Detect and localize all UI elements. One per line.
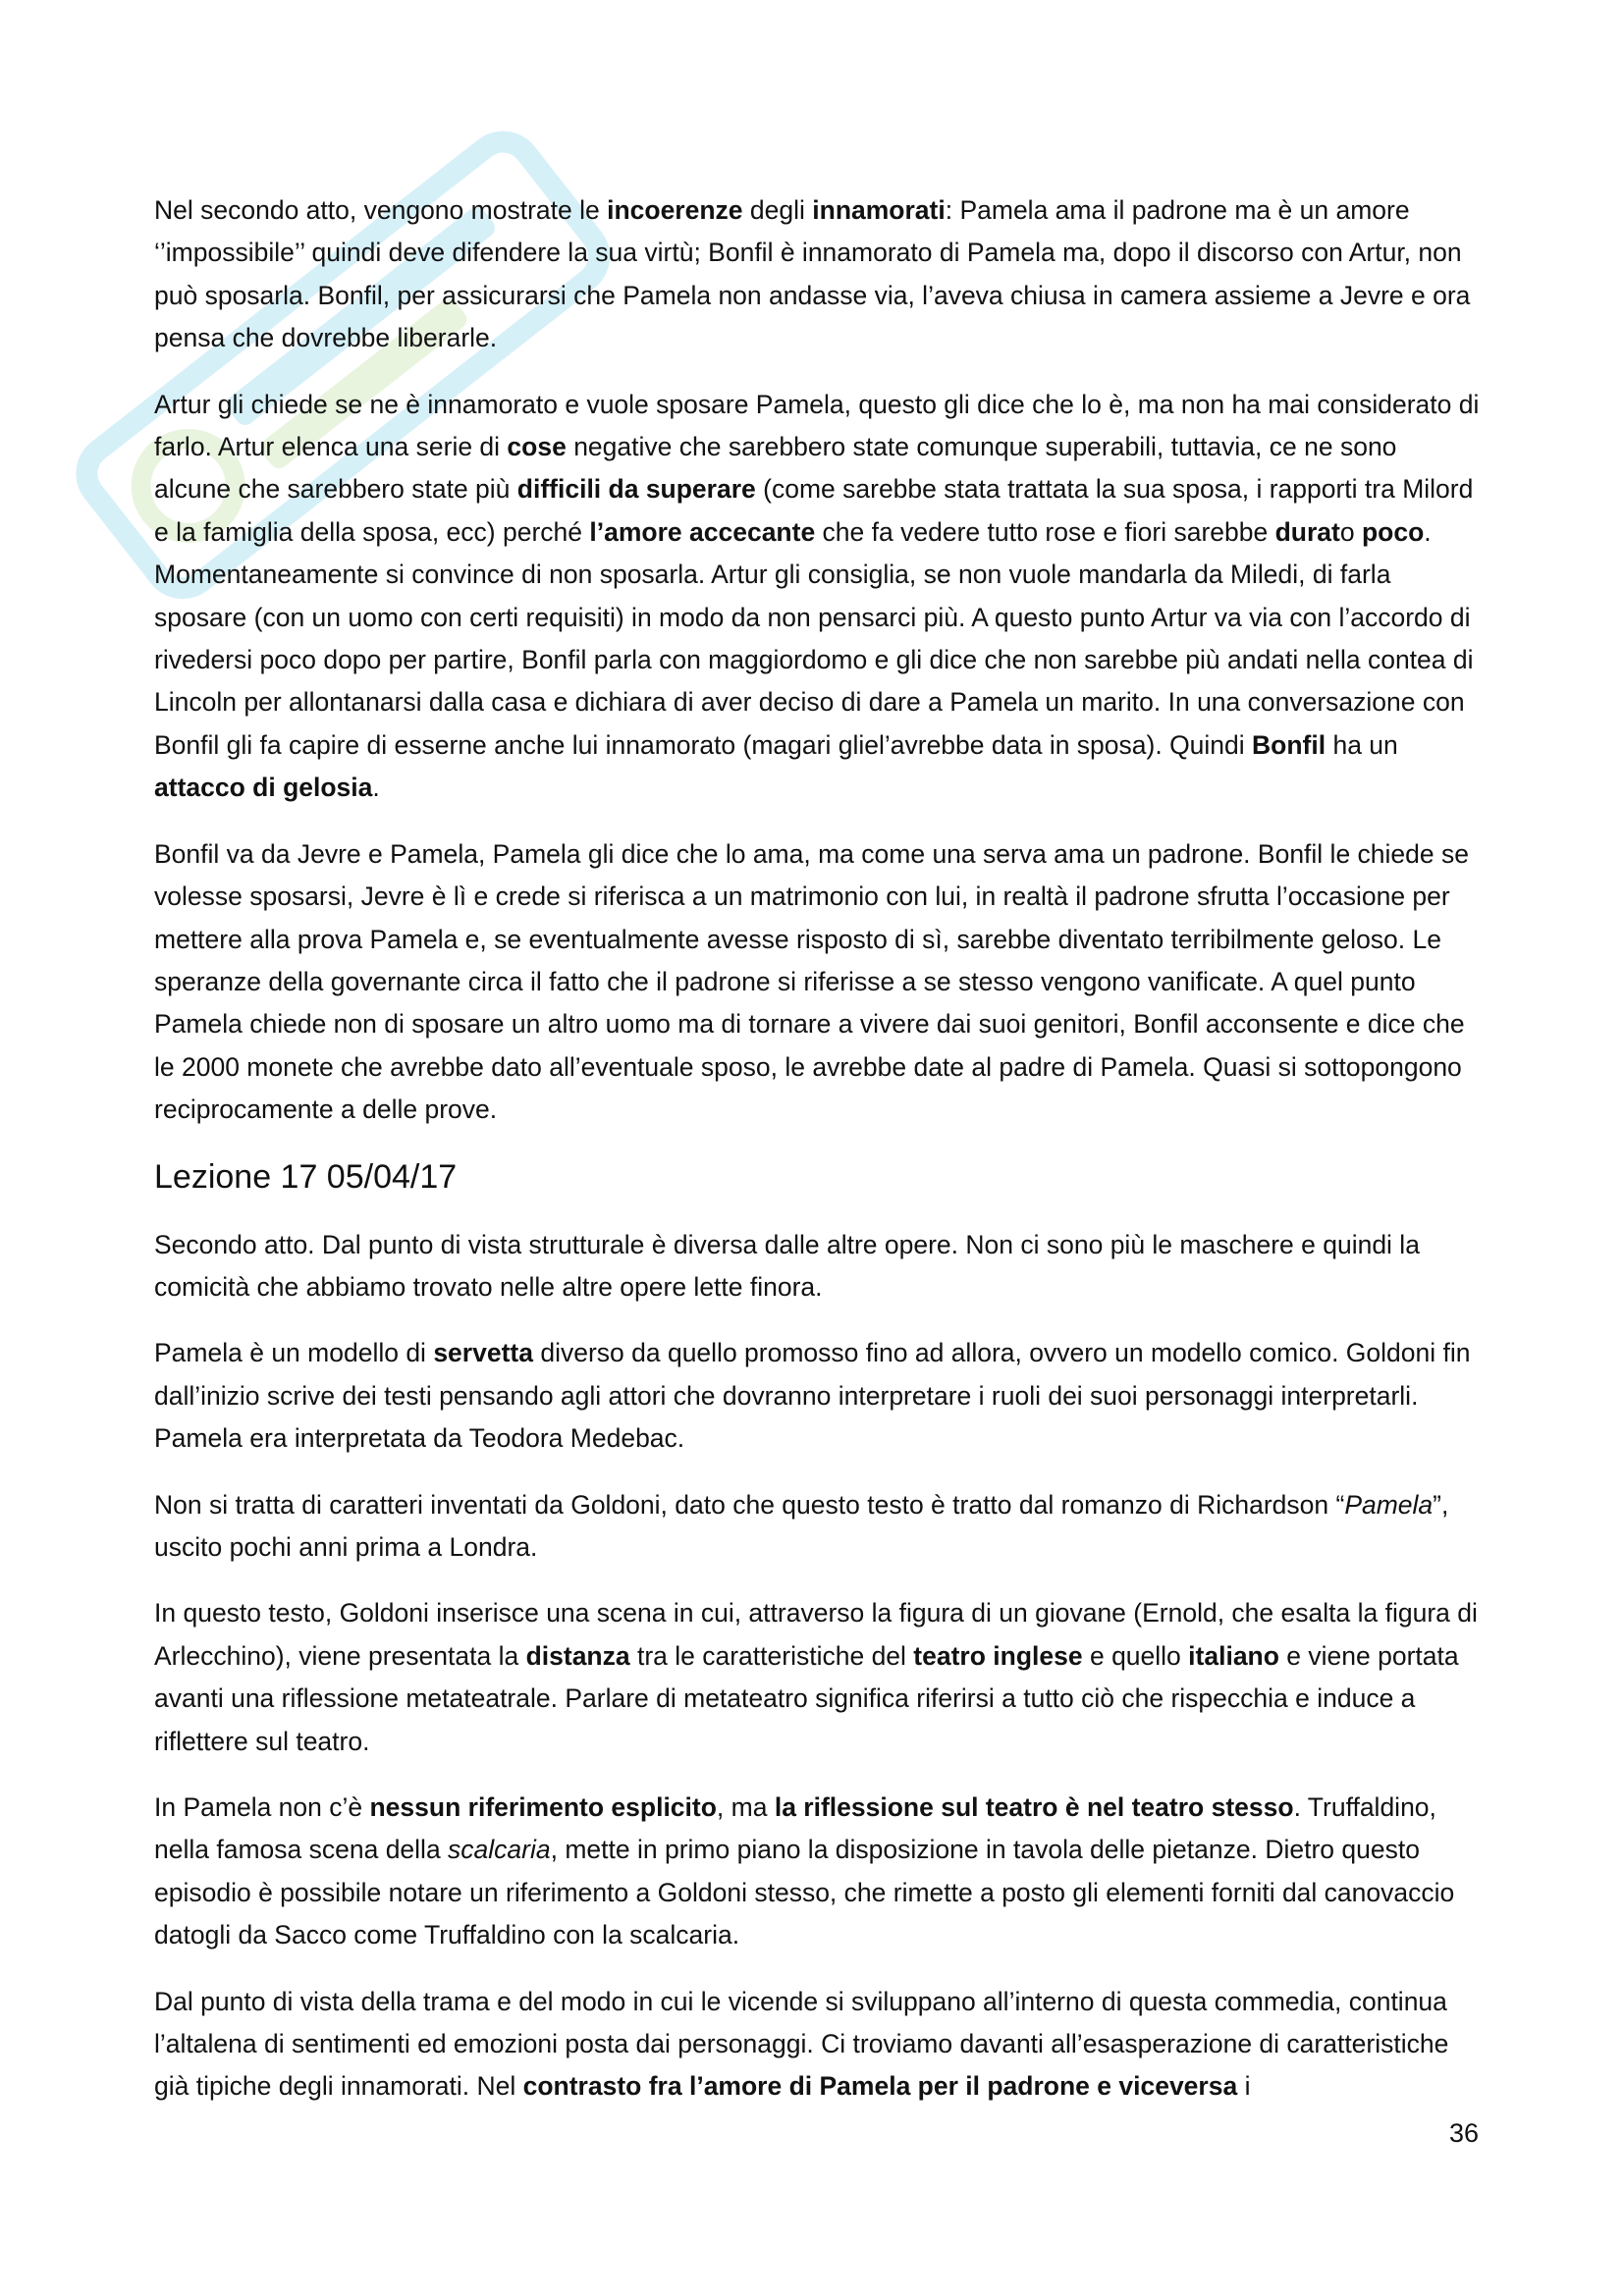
- paragraph-3: [154, 833, 1480, 1132]
- text-run: Bonfil va da Jevre e Pamela, Pamela gli dice che lo ama, ma come una serva ama un padrone. Bonfil le chiede se volesse sposarsi, Jevre è lì e crede si riferisca a un matrimonio con lui, in realtà il padrone sfrutta l’occasione per mettere alla prova Pamela e, se eventualmente avesse risposto di sì, sarebbe diventato terribilmente geloso. Le speranze della governante circa il fatto che il padrone si riferisse a se stesso vengono vanificate. A quel punto Pamela chiede non di sposare un altro uomo ma di tornare a vivere dai suoi genitori, Bonfil acconsente e dice che le 2000 monete che avrebbe dato all’eventuale sposo, le avrebbe date al padre di Pamela. Quasi si sottopongono reciprocamente a delle prove.: [154, 838, 1469, 1125]
- bold-text: la riflessione sul teatro è nel teatro stesso: [774, 1792, 1294, 1822]
- bold-text: l’amore accecante: [589, 516, 816, 547]
- text-run: ”, uscito pochi anni prima a Londra.: [154, 1489, 1449, 1562]
- bold-text: poco: [1361, 516, 1425, 547]
- text-run: .: [372, 773, 380, 803]
- text-run: . Momentaneamente si convince di non sposarla. Artur gli consiglia, se non vuole mandarla da Miledi, di farla sposare (con un uomo con certi requisiti) in modo da non pensarci più. A questo punto Artur va via con l’accordo di rivedersi poco dopo per partire, Bonfil parla con maggiordomo e gli dice che non sarebbe più andati nella contea di Lincoln per allontanarsi dalla casa e dichiara di aver deciso di dare a Pamela un marito. In una conversazione con Bonfil gli fa capire di esserne anche lui innamorato (magari gliel’avrebbe data in sposa). Quindi: [154, 516, 1474, 760]
- paragraph-8: [154, 1787, 1480, 1957]
- text-run: diverso da quello promosso fino ad allora, ovvero un modello comico. Goldoni fin dall’inizio scrive dei testi pensando agli attori che dovranno interpretare i ruoli dei suoi personaggi interpretarli. Pamela era interpretata da Teodora Medebac.: [154, 1338, 1471, 1454]
- paragraph-1: [154, 189, 1480, 360]
- text-run: e viene portata avanti una riflessione metateatrale. Parlare di metateatro significa riferirsi a tutto ciò che rispecchia e induce a riflettere sul teatro.: [154, 1640, 1459, 1756]
- bold-text: incoerenze: [607, 195, 743, 225]
- section-heading: Lezione 17 05/04/17: [154, 1157, 458, 1196]
- text-run: Secondo atto. Dal punto di vista strutturale è diversa dalle altre opere. Non ci sono più le maschere e quindi la comicità che abbiamo trovato nelle altre opere lette finora.: [154, 1229, 1420, 1302]
- document-body: [154, 189, 1480, 2132]
- text-run: Nel secondo atto, vengono mostrate le: [154, 195, 608, 225]
- paragraph-5: [154, 1332, 1480, 1460]
- bold-text: cose: [507, 432, 567, 462]
- paragraph-7: [154, 1592, 1480, 1763]
- bold-text: difficili da superare: [516, 474, 756, 505]
- text-run: , mette in primo piano la disposizione in tavola delle pietanze. Dietro questo episodio è possibile notare un riferimento a Goldoni stesso, che rimette a posto gli elementi forniti dal canovaccio datogli da Sacco come Truffaldino con la scalcaria.: [154, 1835, 1455, 1950]
- text-run: Artur gli chiede se ne è innamorato e vuole sposare Pamela, questo gli dice che lo è, ma non ha mai considerato di farlo. Artur elenca una serie di: [154, 389, 1480, 462]
- bold-text: italiano: [1188, 1640, 1279, 1671]
- bold-text: innamorati: [812, 195, 946, 225]
- text-run: tra le caratteristiche del: [629, 1640, 914, 1671]
- text-run: . Truffaldino, nella famosa scena della: [154, 1792, 1436, 1865]
- text-run: i: [1237, 2071, 1251, 2102]
- text-run: che fa vedere tutto rose e fiori sarebbe: [815, 516, 1275, 547]
- bold-text: contrasto fra l’amore di Pamela per il padrone e viceversa: [522, 2071, 1238, 2102]
- text-run: ha un: [1326, 729, 1398, 760]
- paragraph-2: [154, 384, 1480, 810]
- text-run: , ma: [716, 1792, 775, 1822]
- paragraph-6: [154, 1484, 1480, 1570]
- italic-text: scalcaria: [448, 1835, 551, 1865]
- bold-text: distanza: [525, 1640, 630, 1671]
- text-run: degli: [742, 195, 813, 225]
- text-run: Pamela è un modello di: [154, 1338, 434, 1368]
- bold-text: teatro inglese: [913, 1640, 1083, 1671]
- text-run: : Pamela ama il padrone ma è un amore ‘’impossibile’’ quindi deve difendere la sua virtù; Bonfil è innamorato di Pamela ma, dopo il discorso con Artur, non può sposarla. Bonfil, per assicurarsi che Pamela non andasse via, l’aveva chiusa in camera assieme a Jevre e ora pensa che dovrebbe liberarle.: [154, 195, 1471, 353]
- text-run: In Pamela non c’è: [154, 1792, 370, 1822]
- page-number: 36: [1448, 2118, 1479, 2148]
- text-run: e quello: [1082, 1640, 1189, 1671]
- text-run: (come sarebbe stata trattata la sua sposa, i rapporti tra Milord e la famiglia della sposa, ecc) perché: [154, 474, 1474, 547]
- bold-text: durat: [1274, 516, 1340, 547]
- bold-text: attacco di gelosia: [154, 773, 373, 803]
- paragraph-4: [154, 1224, 1480, 1309]
- bold-text: Bonfil: [1252, 729, 1326, 760]
- italic-text: Pamela: [1344, 1489, 1434, 1520]
- text-run: Non si tratta di caratteri inventati da Goldoni, dato che questo testo è tratto dal romanzo di Richardson “: [154, 1489, 1345, 1520]
- text-run: Dal punto di vista della trama e del modo in cui le vicende si sviluppano all’interno di questa commedia, continua l’altalena di sentimenti ed emozioni posta dai personaggi. Ci troviamo davanti all’esasperazione di caratteristiche già tipiche degli innamorati. Nel: [154, 1986, 1449, 2102]
- bold-text: servetta: [433, 1338, 533, 1368]
- text-run: o: [1339, 516, 1362, 547]
- bold-text: nessun riferimento esplicito: [369, 1792, 717, 1822]
- text-run: In questo testo, Goldoni inserisce una scena in cui, attraverso la figura di un giovane (Ernold, che esalta la figura di Arlecchino), viene presentata la: [154, 1598, 1478, 1671]
- text-run: negative che sarebbero state comunque superabili, tuttavia, ce ne sono alcune che sarebbero state più: [154, 432, 1397, 505]
- paragraph-9: [154, 1981, 1480, 2109]
